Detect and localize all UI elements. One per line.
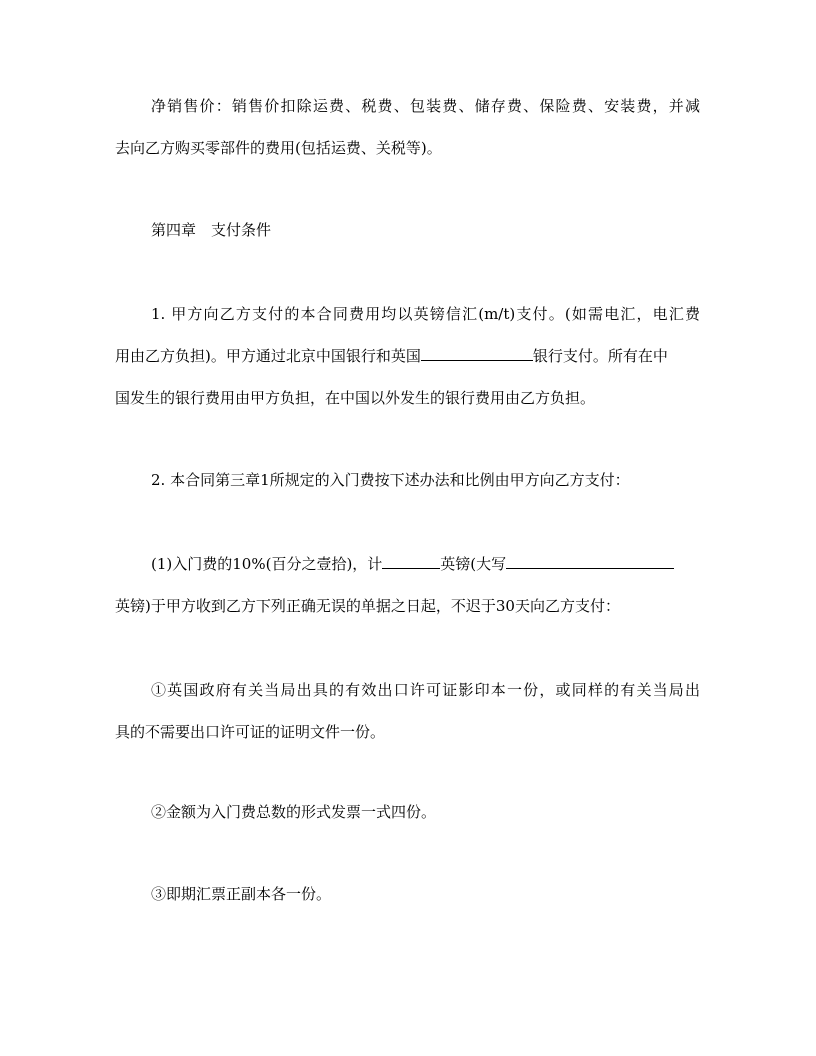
payment-para-1-line-2 [115,346,700,366]
amount-in-words-blank [506,554,674,569]
payment-para-2-line-1: 2. 本合同第三章1所规定的入门费按下述办法和比例由甲方向乙方支付： [151,471,630,489]
net-price-line-2: 去向乙方购买零部件的费用(包括运费、关税等)。 [115,139,442,157]
item-2: ②金额为入门费总数的形式发票一式四份。 [151,803,437,821]
item-1-line-2: 具的不需要出口许可证的证明文件一份。 [115,723,386,741]
payment-para-2-1-line-2: 英镑)于甲方收到乙方下列正确无误的单据之日起，不迟于30天向乙方支付： [115,597,620,615]
item-3: ③即期汇票正副本各一份。 [151,885,332,903]
amount-blank [382,554,440,569]
bank-name-blank [421,346,533,361]
payment-para-2-1-middle: 英镑(大写 [440,555,507,573]
payment-para-2-1-start: (1)入门费的10%(百分之壹拾)，计 [151,555,383,573]
payment-para-1-line-1: 1. 甲方向乙方支付的本合同费用均以英镑信汇(m/t)支付。(如需电汇，电汇费 [151,305,700,323]
payment-para-2-1-line-1 [151,554,700,574]
payment-para-1-line-3: 国发生的银行费用由甲方负担，在中国以外发生的银行费用由乙方负担。 [115,389,596,407]
chapter-heading: 第四章 支付条件 [151,221,272,239]
net-price-line-1: 净销售价：销售价扣除运费、税费、包装费、储存费、保险费、安装费，并减 [151,97,700,115]
item-1-line-1: ①英国政府有关当局出具的有效出口许可证影印本一份，或同样的有关当局出 [151,681,700,699]
payment-para-1-line-2-end: 银行支付。所有在中 [532,347,668,365]
payment-para-1-line-2-start: 用由乙方负担)。甲方通过北京中国银行和英国 [115,347,421,365]
